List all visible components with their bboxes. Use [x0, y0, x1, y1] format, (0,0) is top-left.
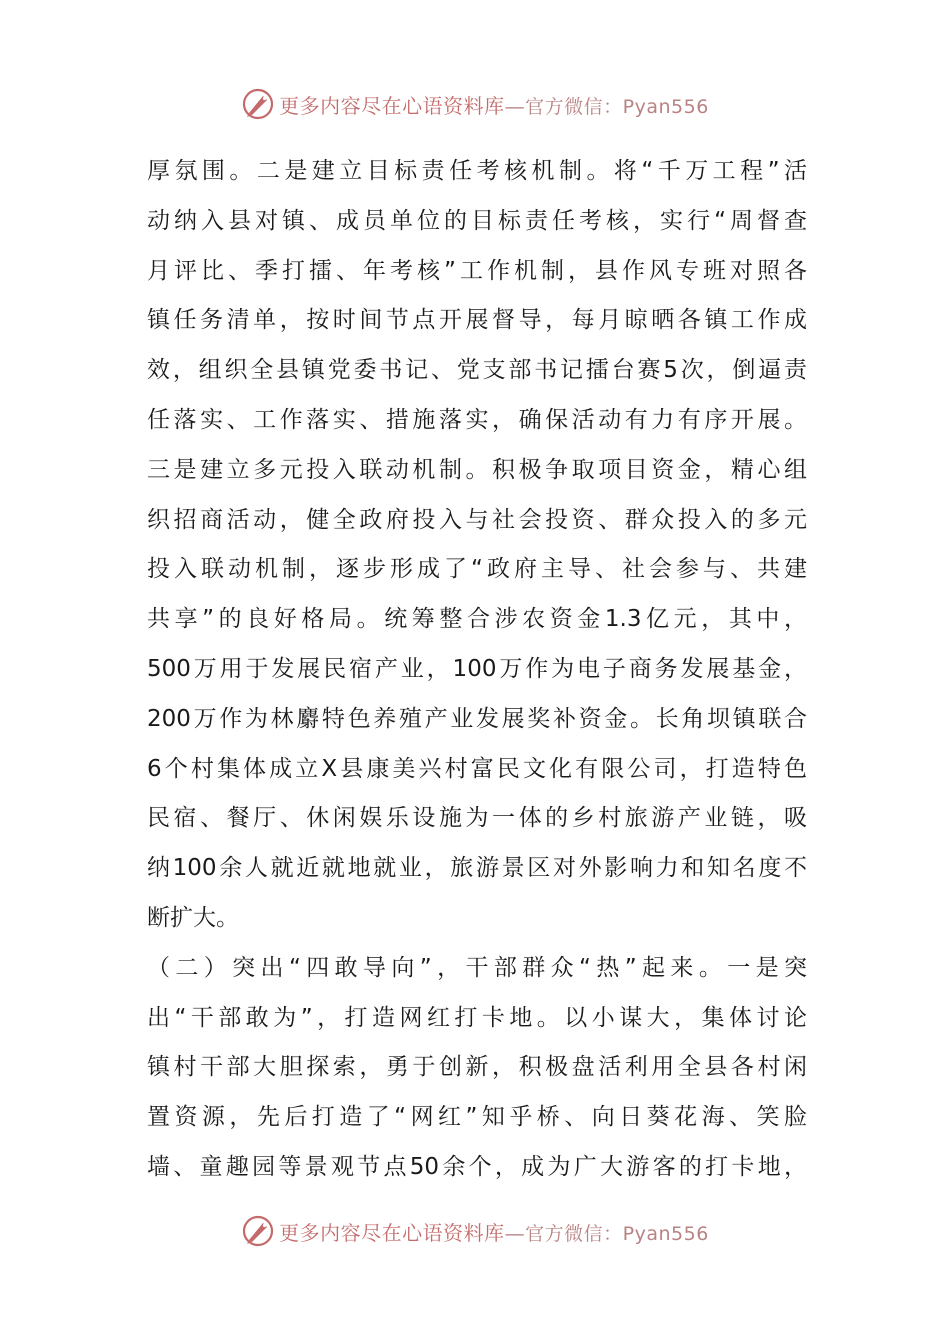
pen-nib-circle-icon [241, 1214, 275, 1248]
text-line: 织招商活动，健全政府投入与社会投资、群众投入的多元 [147, 506, 807, 533]
watermark-site-text: 更多内容尽在心语资料库 [279, 1220, 505, 1245]
text-line: 镇村干部大胆探索，勇于创新，积极盘活利用全县各村闲 [147, 1054, 807, 1081]
text-line: 镇任务清单，按时间节点开展督导，每月晾晒各镇工作成 [147, 307, 807, 334]
text-line: 共享”的良好格局。统筹整合涉农资金1.3亿元，其中， [147, 606, 807, 633]
watermark-footer [0, 1211, 950, 1251]
text-line: 200万作为林麝特色养殖产业发展奖补资金。长角坝镇联合 [147, 705, 807, 732]
text-line: 投入联动机制，逐步形成了“政府主导、社会参与、共建 [147, 556, 807, 583]
watermark-site-text: 更多内容尽在心语资料库 [279, 93, 505, 118]
text-line: 6个村集体成立X县康美兴村富民文化有限公司，打造特色 [147, 755, 807, 782]
text-line: 民宿、餐厅、休闲娱乐设施为一体的乡村旅游产业链，吸 [147, 805, 807, 832]
text-line: 三是建立多元投入联动机制。积极争取项目资金，精心组 [147, 456, 807, 483]
watermark-wechat-text: 官方微信：Pyan556 [525, 95, 709, 118]
text-line: 出“干部敢为”，打造网红打卡地。以小谋大，集体讨论 [147, 1004, 807, 1031]
document-body [147, 147, 807, 1193]
text-line: 墙、童趣园等景观节点50余个，成为广大游客的打卡地， [147, 1153, 807, 1180]
watermark-separator: — [504, 93, 526, 118]
text-line: 纳100余人就近就地就业，旅游景区对外影响力和知名度不 [147, 855, 807, 882]
text-line: 置资源，先后打造了“网红”知乎桥、向日葵花海、笑脸 [147, 1104, 807, 1131]
text-line: 厚氛围。二是建立目标责任考核机制。将“千万工程”活 [147, 158, 807, 184]
text-line: 断扩大。 [147, 904, 239, 931]
text-line: 效，组织全县镇党委书记、党支部书记擂台赛5次，倒逼责 [147, 357, 807, 384]
text-line: 动纳入县对镇、成员单位的目标责任考核，实行“周督查 [147, 207, 807, 234]
pen-nib-circle-icon [241, 87, 275, 121]
text-line: 500万用于发展民宿产业，100万作为电子商务发展基金， [147, 655, 807, 682]
watermark-header [0, 84, 950, 124]
text-line: 月评比、季打擂、年考核”工作机制，县作风专班对照各 [147, 257, 807, 284]
watermark-separator: — [504, 1220, 526, 1245]
text-line: （二）突出“四敢导向”，干部群众“热”起来。一是突 [147, 954, 807, 981]
text-line: 任落实、工作落实、措施落实，确保活动有力有序开展。 [147, 406, 807, 433]
watermark-wechat-text: 官方微信：Pyan556 [525, 1222, 709, 1245]
